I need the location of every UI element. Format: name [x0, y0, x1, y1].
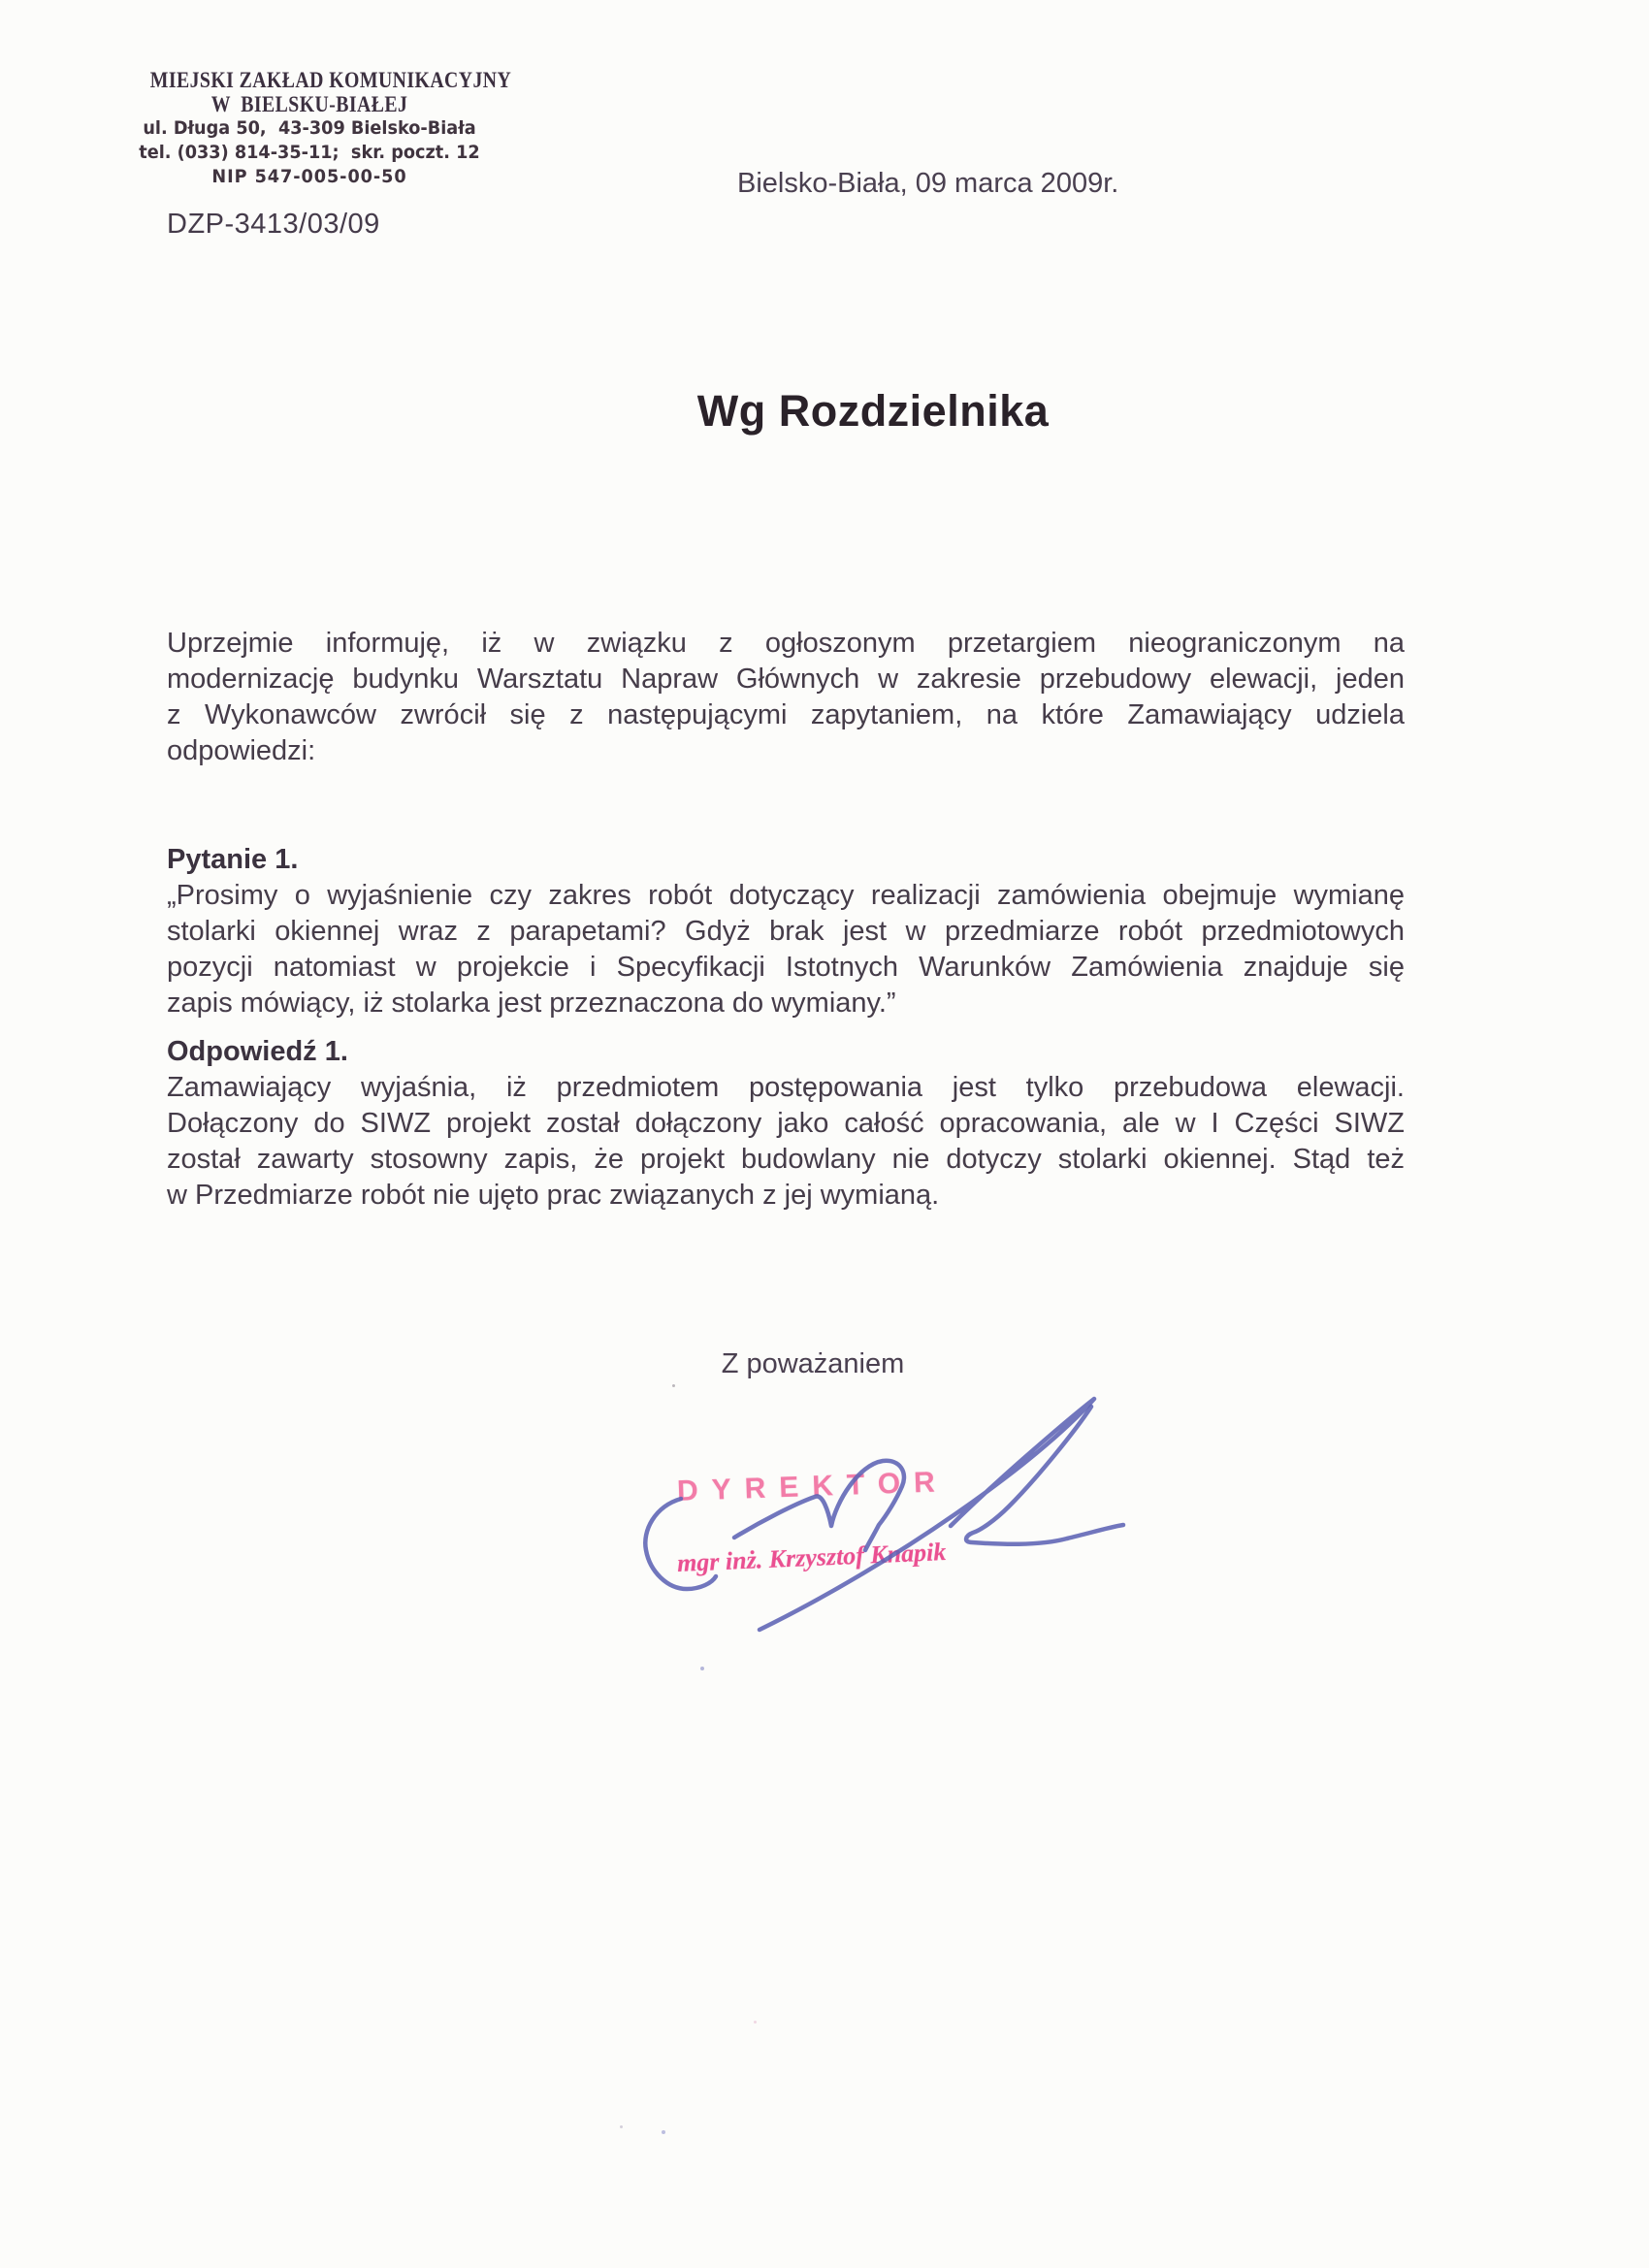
signature-stroke [645, 1499, 716, 1589]
scan-speck [672, 1384, 675, 1387]
question-1-heading: Pytanie 1. [167, 844, 299, 875]
recipient-title: Wg Rozdzielnika [696, 386, 1050, 436]
letterhead-nip: NIP 547-005-00-50 [211, 166, 407, 187]
reference-number: DZP-3413/03/09 [167, 209, 380, 240]
signature-stroke [760, 1399, 1094, 1630]
question-1-line: pozycji natomiast w projekcie i Specyfikacji Istotnych Warunków Zamówienia znajduje się [167, 952, 1405, 983]
question-1-line: stolarki okiennej wraz z parapetami? Gdyż brak jest w przedmiarze robót przedmiotowych [167, 916, 1405, 947]
signature-stroke [966, 1407, 1123, 1544]
handwritten-signature [572, 1385, 1193, 1705]
letterhead [124, 68, 512, 189]
letterhead-address: ul. Długa 50, 43-309 Bielsko-Biała [143, 117, 476, 139]
question-1-line: zapis mówiący, iż stolarka jest przeznaczona do wymiany.” [167, 988, 896, 1019]
question-1-line: „Prosimy o wyjaśnienie czy zakres robót dotyczący realizacji zamówienia obejmuje wymianę [167, 880, 1405, 911]
intro-line: modernizację budynku Warsztatu Napraw Głównych w zakresie przebudowy elewacji, jeden [167, 664, 1405, 695]
answer-1-heading: Odpowiedź 1. [167, 1036, 348, 1067]
answer-1-line: w Przedmiarze robót nie ujęto prac związanych z jej wymianą. [167, 1180, 940, 1211]
answer-1-line: Zamawiający wyjaśnia, iż przedmiotem postępowania jest tylko przebudowa elewacji. [167, 1072, 1405, 1103]
answer-1-section [167, 1034, 1405, 1214]
answer-1-line: Dołączony do SIWZ projekt został dołączony jako całość opracowania, ale w I Części SIWZ [167, 1108, 1405, 1139]
director-stamp-role: DYREKTOR [676, 1466, 950, 1507]
letterhead-phone: tel. (033) 814-35-11; skr. poczt. 12 [139, 142, 480, 163]
intro-line: Uprzejmie informuję, iż w związku z ogłoszonym przetargiem nieograniczonym na [167, 628, 1405, 659]
scan-speck [662, 2130, 665, 2134]
answer-1-line: został zawarty stosowny zapis, że projekt budowlany nie dotyczy stolarki okiennej. Stąd też [167, 1144, 1405, 1175]
date-line: Bielsko-Biała, 09 marca 2009r. [737, 168, 1119, 199]
scan-speck [620, 2125, 623, 2128]
question-1-section [167, 842, 1405, 1021]
scan-speck [754, 2021, 757, 2024]
signature-area [572, 1385, 1193, 1705]
scan-speck [700, 1667, 704, 1670]
letterhead-org-name: MIEJSKI ZAKŁAD KOMUNIKACYJNY [149, 68, 512, 92]
intro-line: odpowiedzi: [167, 735, 316, 766]
intro-paragraph [167, 626, 1405, 769]
closing-salutation: Z poważaniem [721, 1348, 905, 1379]
intro-line: z Wykonawców zwrócił się z następującymi zapytaniem, na które Zamawiający udziela [167, 699, 1405, 730]
signature-stroke [734, 1461, 904, 1550]
letterhead-org-city: W BIELSKU-BIAŁEJ [210, 92, 408, 116]
director-stamp-name: mgr inż. Krzysztof Knapik [676, 1537, 947, 1578]
